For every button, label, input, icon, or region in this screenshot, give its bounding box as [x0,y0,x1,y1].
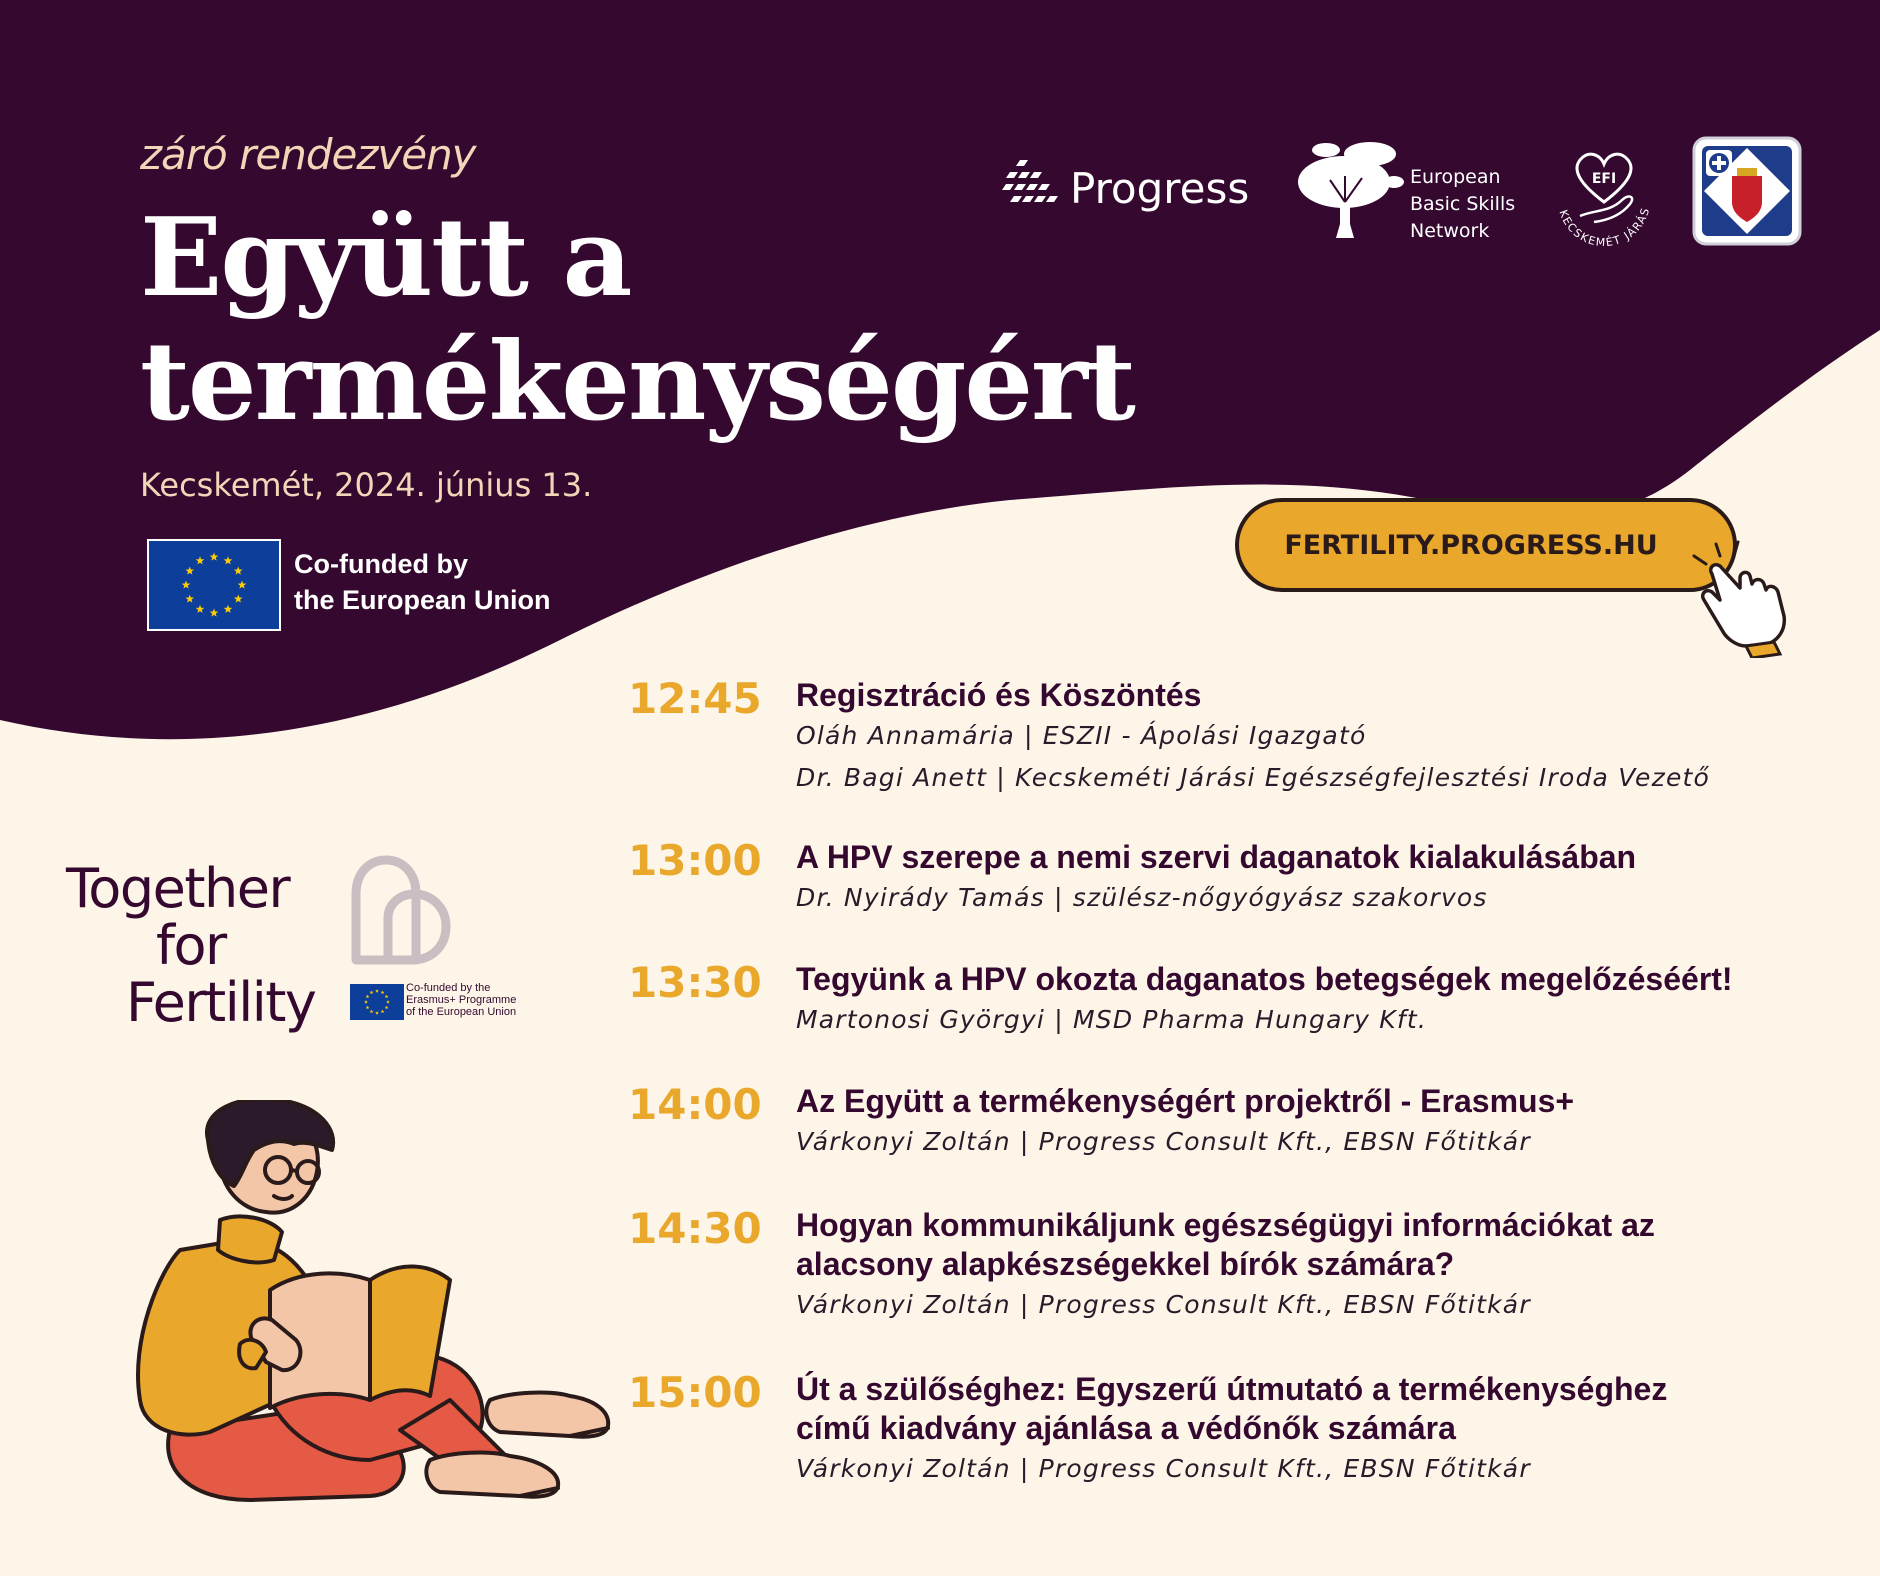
agenda-time: 13:30 [628,958,762,1007]
agenda-speaker: Dr. Bagi Anett | Kecskeméti Járási Egészségfejlesztési Iroda Vezető [796,763,1711,792]
event-subtitle: záró rendezvény [140,130,476,179]
eu-star [196,605,205,613]
agenda-title-line: alacsony alapkészségekkel bírók számára? [796,1246,1455,1282]
together-for-fertility-logo [62,850,532,1040]
eu-star [370,990,374,994]
agenda-speakers [796,877,1866,919]
eu-star [364,1000,368,1004]
interlocking-shapes-icon [340,850,470,970]
agenda-time: 14:00 [628,1080,762,1129]
agenda-speakers [796,1284,1866,1326]
agenda-speakers [796,999,1866,1041]
agenda-title [796,1206,1866,1284]
erasmus-line-2: Erasmus+ Programme [406,994,517,1006]
agenda-speakers [796,715,1866,799]
agenda-speakers [796,1448,1866,1490]
agenda-speaker: Várkonyi Zoltán | Progress Consult Kft., EBSN Főtitkár [796,1454,1531,1483]
tff-line-1: Together [66,857,290,920]
eu-star [224,605,233,613]
progress-grid-icon [1000,154,1070,214]
eu-star [386,1000,390,1004]
agenda-title [796,960,1866,999]
eu-star [385,995,389,999]
eu-star [381,990,385,994]
svg-text:KECSKEMÉT JÁRÁS [1556,206,1652,250]
agenda-speaker: Martonosi Györgyi | MSD Pharma Hungary Kft. [796,1005,1428,1034]
progress-logo-wordmark: Progress [1070,164,1250,213]
efi-badge-text: EFI [1591,171,1617,187]
eu-star [366,995,370,999]
pointing-hand-icon [1676,534,1806,658]
tff-line-2: for [156,914,226,977]
agenda-speakers [796,1121,1866,1163]
website-link-button[interactable] [1235,498,1737,592]
website-link-label: FERTILITY.PROGRESS.HU [1284,529,1658,561]
event-date: Kecskemét, 2024. június 13. [140,466,593,504]
agenda-title-line: című kiadvány ajánlása a védőnők számára [796,1410,1456,1446]
event-title-line-2: termékenységért [140,319,1134,445]
eu-star [375,1011,379,1015]
ebsn-line-3: Network [1410,220,1490,242]
person-reading-book-icon [70,1100,630,1510]
agenda-title [796,1082,1866,1121]
agenda-speaker: Oláh Annamária | ESZII - Ápolási Igazgató [796,721,1367,750]
ebsn-logo-text [1410,164,1515,245]
eu-funding-line-1: Co-funded by [294,549,468,579]
agenda-title [796,838,1866,877]
agenda-time: 12:45 [628,674,762,723]
agenda-title-line: A HPV szerepe a nemi szervi daganatok kialakulásában [796,839,1637,875]
agenda-title-line: Út a szülőséghez: Egyszerű útmutató a termékenységhez [796,1371,1668,1407]
tree-icon [1296,132,1406,244]
event-title-line-1: Együtt a [140,195,631,321]
ebsn-logo [1296,132,1526,244]
eu-stars-icon [149,541,279,629]
eu-star [370,1010,374,1014]
eu-star [182,581,191,589]
agenda-title [796,676,1866,715]
eu-star [196,556,205,564]
erasmus-line-1: Co-funded by the [406,982,491,994]
eu-star [381,1010,385,1014]
eu-flag [147,539,281,631]
agenda-title-line: Tegyünk a HPV okozta daganatos betegségek megelőzéséért! [796,961,1733,997]
eu-star [185,567,194,575]
eu-star [238,581,247,589]
agenda-time: 15:00 [628,1368,762,1417]
erasmus-eu-flag [350,984,404,1020]
eu-stars-icon [350,984,404,1020]
eu-star [366,1006,370,1010]
health-office-crest-logo [1692,136,1802,246]
tff-line-3: Fertility [126,971,316,1034]
agenda-time: 13:00 [628,836,762,885]
ebsn-line-1: European [1410,166,1501,188]
erasmus-line-3: of the European Union [406,1006,517,1018]
heart-hand-icon [1550,140,1658,250]
efi-arc-text: KECSKEMÉT JÁRÁS [1556,205,1653,250]
eu-funding-line-2: the European Union [294,585,551,615]
agenda-speaker: Várkonyi Zoltán | Progress Consult Kft., EBSN Főtitkár [796,1290,1531,1319]
eu-star [234,595,243,603]
coat-of-arms-icon [1692,136,1802,246]
eu-star [185,595,194,603]
agenda-speaker: Várkonyi Zoltán | Progress Consult Kft., EBSN Főtitkár [796,1127,1531,1156]
agenda-time: 14:30 [628,1204,762,1253]
progress-logo [1000,150,1260,230]
agenda-title-line: Az Együtt a termékenységért projektről - Erasmus+ [796,1083,1575,1119]
eu-star [385,1006,389,1010]
agenda-speaker: Dr. Nyirády Tamás | szülész-nőgyógyász szakorvos [796,883,1488,912]
eu-star [375,989,379,993]
agenda-title-line: Hogyan kommunikáljunk egészségügyi információkat az [796,1207,1655,1243]
tff-wordmark [66,857,316,1034]
eu-star [234,567,243,575]
eu-star [210,609,219,617]
agenda-title [796,1370,1866,1448]
event-title [140,196,1134,444]
eu-star [224,556,233,564]
eu-star [210,553,219,561]
efi-logo [1550,140,1658,250]
erasmus-funding-label [406,982,516,1018]
eu-funding-label [294,546,551,618]
ebsn-line-2: Basic Skills [1410,193,1516,215]
agenda-title-line: Regisztráció és Köszöntés [796,677,1202,713]
